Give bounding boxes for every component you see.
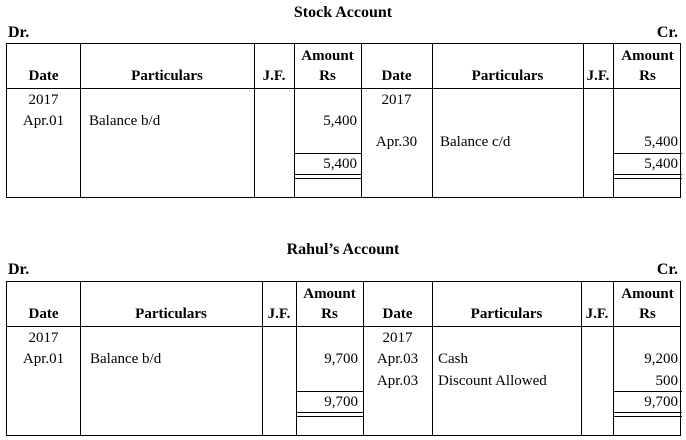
credit-year: 2017 bbox=[382, 330, 413, 346]
debit-date: Apr.01 bbox=[22, 113, 65, 129]
debit-label: Dr. bbox=[8, 24, 30, 41]
header-date: Date bbox=[28, 306, 59, 322]
ledger-title: Stock Account bbox=[293, 4, 393, 21]
debit-date: Apr.01 bbox=[22, 351, 65, 367]
debit-total: 9,700 bbox=[324, 394, 358, 410]
credit-particulars: Discount Allowed bbox=[438, 373, 547, 389]
header-date: Date bbox=[28, 68, 59, 84]
debit-year: 2017 bbox=[28, 330, 59, 346]
header-amount-unit: Rs bbox=[319, 68, 336, 84]
credit-total: 9,700 bbox=[644, 394, 678, 410]
header-amount: Amount bbox=[301, 48, 354, 64]
header-date: Date bbox=[381, 68, 412, 84]
credit-date: Apr.30 bbox=[375, 134, 418, 150]
debit-year: 2017 bbox=[28, 92, 59, 108]
credit-amount: 5,400 bbox=[644, 134, 678, 150]
header-particulars: Particulars bbox=[471, 68, 544, 84]
header-amount-unit: Rs bbox=[639, 306, 656, 322]
header-jf: J.F. bbox=[262, 68, 286, 84]
rahul-account-ledger bbox=[0, 238, 686, 440]
debit-particulars: Balance b/d bbox=[89, 113, 161, 129]
credit-year: 2017 bbox=[381, 92, 412, 108]
credit-label: Cr. bbox=[656, 261, 678, 278]
credit-particulars: Cash bbox=[438, 351, 468, 367]
header-amount-unit: Rs bbox=[639, 68, 656, 84]
header-date: Date bbox=[382, 306, 413, 322]
credit-date: Apr.03 bbox=[376, 351, 419, 367]
credit-amount: 500 bbox=[655, 373, 678, 389]
header-particulars: Particulars bbox=[135, 306, 207, 322]
header-amount-unit: Rs bbox=[321, 306, 338, 322]
debit-total: 5,400 bbox=[323, 156, 357, 172]
header-amount: Amount bbox=[621, 286, 674, 302]
header-particulars: Particulars bbox=[131, 68, 203, 84]
credit-date: Apr.03 bbox=[376, 373, 419, 389]
header-jf: J.F. bbox=[586, 68, 610, 84]
credit-particulars: Balance c/d bbox=[440, 134, 511, 150]
header-amount: Amount bbox=[621, 48, 674, 64]
debit-amount: 9,700 bbox=[324, 351, 358, 367]
credit-amount: 9,200 bbox=[644, 351, 678, 367]
header-particulars: Particulars bbox=[470, 306, 543, 322]
ledger-table bbox=[6, 43, 681, 198]
debit-particulars: Balance b/d bbox=[90, 351, 162, 367]
ledger-table bbox=[6, 281, 681, 436]
credit-total: 5,400 bbox=[644, 156, 678, 172]
stock-account-ledger bbox=[0, 0, 686, 200]
header-jf: J.F. bbox=[585, 306, 609, 322]
credit-label: Cr. bbox=[656, 24, 678, 41]
header-jf: J.F. bbox=[267, 306, 291, 322]
ledger-title: Rahul’s Account bbox=[286, 241, 400, 258]
debit-label: Dr. bbox=[8, 261, 30, 278]
header-amount: Amount bbox=[303, 286, 356, 302]
debit-amount: 5,400 bbox=[323, 113, 357, 129]
